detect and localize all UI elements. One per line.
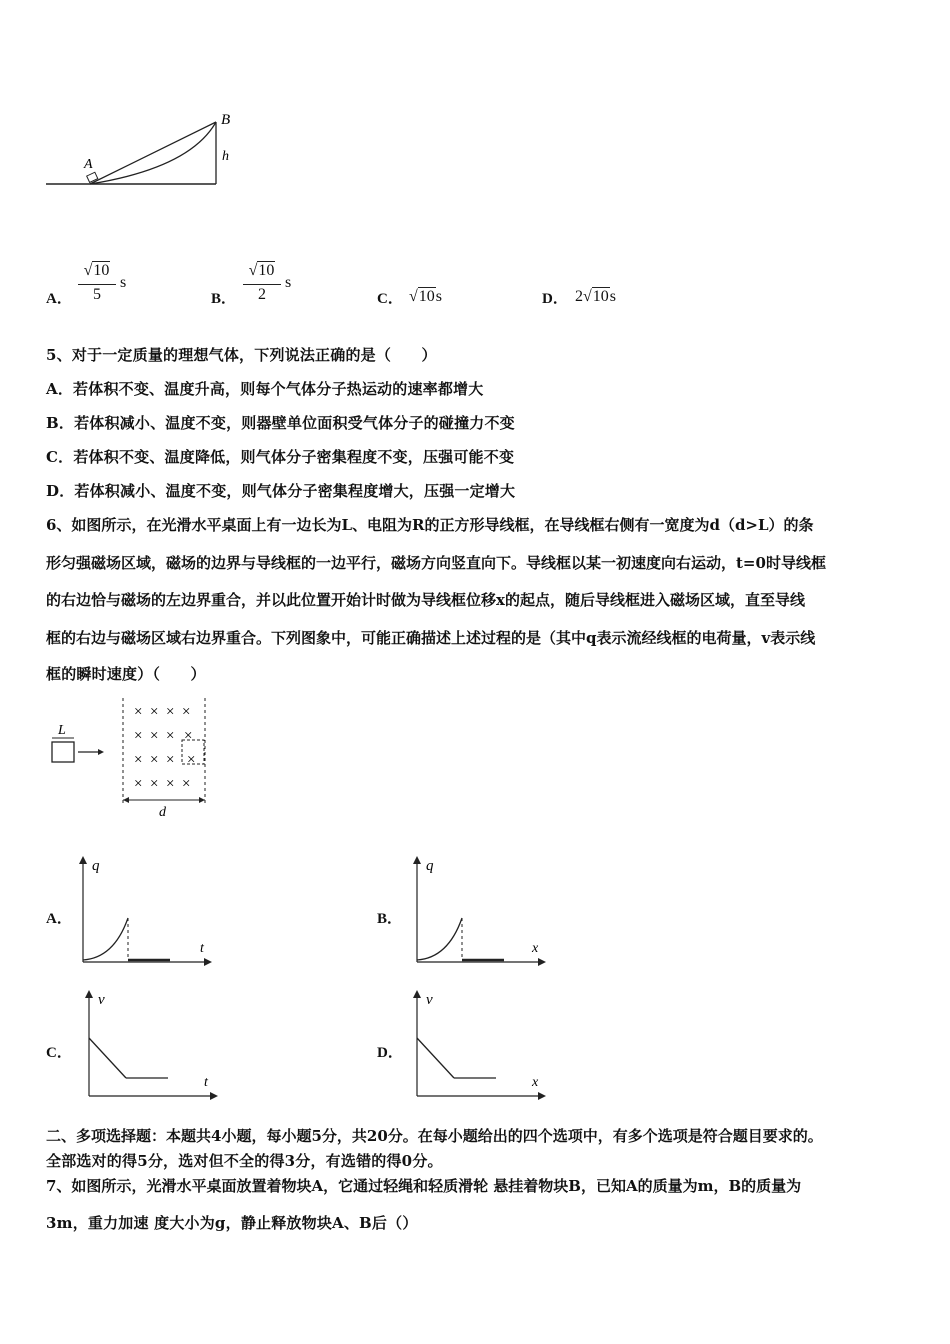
graph-c-decline: [89, 1038, 126, 1078]
q5-option-c: C．若体积不变、温度降低，则气体分子密集程度不变，压强可能不变: [46, 448, 515, 466]
q7-line-2: 3m，重力加速 度大小为g，静止释放物块A、B后（）: [46, 1214, 418, 1232]
q6-option-b-label: B．: [377, 911, 403, 927]
q6-field-figure: [44, 692, 224, 822]
q4-option-a-label: A．: [46, 291, 72, 307]
graph-d-x-axis: x: [532, 1075, 539, 1090]
q6-graph-a: [74, 852, 214, 970]
q4-option-b-value: √10 2 s: [243, 262, 303, 312]
svg-text:×: ×: [182, 776, 191, 792]
q6-line-3: 的右边恰与磁场的左边界重合，并以此位置开始计时做为导线框位移x的起点，随后导线框进入磁场区域，直至导线: [46, 591, 805, 609]
section2-line-1: 二、多项选择题：本题共4小题，每小题5分，共20分。在每小题给出的四个选项中，有多个选项是符合题目要求的。: [46, 1127, 823, 1145]
svg-text:×: ×: [166, 728, 175, 744]
graph-b-curve: [417, 918, 462, 960]
svg-text:×: ×: [150, 728, 159, 744]
square-loop: [52, 742, 74, 762]
q6-line-5: 框的瞬时速度）（ ）: [46, 665, 206, 683]
graph-c-x-axis: t: [204, 1075, 208, 1090]
svg-text:×: ×: [150, 752, 159, 768]
velocity-arrow: [98, 749, 104, 755]
svg-text:×: ×: [184, 728, 193, 744]
svg-text:×: ×: [166, 752, 175, 768]
q5-option-a: A．若体积不变、温度升高，则每个气体分子热运动的速率都增大: [46, 380, 484, 398]
svg-text:×: ×: [150, 776, 159, 792]
label-h: h: [222, 149, 229, 164]
svg-text:×: ×: [134, 728, 143, 744]
q5-option-b: B．若体积减小、温度不变，则器壁单位面积受气体分子的碰撞力不变: [46, 414, 515, 432]
q4-option-d-label: D．: [542, 291, 568, 307]
q6-line-1: 6、如图所示，在光滑水平桌面上有一边长为L、电阻为R的正方形导线框，在导线框右侧有一宽度为d（d>L）的条: [46, 516, 814, 534]
q6-line-4: 框的右边与磁场区域右边界重合。下列图象中，可能正确描述上述过程的是（其中q表示流经线框的电荷量，v表示线: [46, 629, 816, 647]
q6-graph-d: [408, 986, 548, 1104]
incline-figure: [40, 108, 250, 194]
svg-text:×: ×: [182, 704, 191, 720]
label-a: A: [84, 157, 93, 172]
graph-b-x-axis: x: [532, 941, 539, 956]
q4-option-c-label: C．: [377, 291, 403, 307]
q7-line-1: 7、如图所示，光滑水平桌面放置着物块A，它通过轻绳和轻质滑轮 悬挂着物块B，已知A的质量为m，B的质量为: [46, 1177, 802, 1195]
q6-graph-c: [80, 986, 220, 1104]
svg-text:×: ×: [134, 704, 143, 720]
graph-d-decline: [417, 1038, 454, 1078]
field-marks: [134, 704, 195, 792]
svg-text:×: ×: [187, 752, 196, 768]
q6-option-d-label: D．: [377, 1045, 403, 1061]
graph-d-y-axis: v: [426, 992, 433, 1008]
svg-text:×: ×: [134, 752, 143, 768]
q6-line-2: 形匀强磁场区域，磁场的边界与导线框的一边平行，磁场方向竖直向下。导线框以某一初速度向右运动，t=0时导线框: [46, 554, 826, 572]
svg-text:×: ×: [166, 704, 175, 720]
q6-option-c-label: C．: [46, 1045, 72, 1061]
q4-option-a-value: √10 5 s: [78, 262, 138, 312]
label-b: B: [221, 112, 231, 128]
label-d: d: [159, 805, 166, 820]
svg-text:×: ×: [150, 704, 159, 720]
q5-stem: 5、对于一定质量的理想气体，下列说法正确的是（ ）: [46, 346, 437, 364]
q5-option-d: D．若体积减小、温度不变，则气体分子密集程度增大，压强一定增大: [46, 482, 516, 500]
q4-option-b-label: B．: [211, 291, 237, 307]
q4-option-d-value: 2√10s: [575, 288, 617, 305]
svg-text:×: ×: [134, 776, 143, 792]
q6-option-a-label: A．: [46, 911, 72, 927]
q4-option-c-value: √10s: [409, 288, 443, 305]
svg-text:×: ×: [166, 776, 175, 792]
graph-a-curve: [83, 918, 128, 960]
section2-line-2: 全部选对的得5分，选对但不全的得3分，有选错的得0分。: [46, 1152, 443, 1170]
incline-line: [90, 122, 216, 184]
label-l: L: [58, 723, 66, 738]
graph-a-y-axis: q: [92, 858, 100, 874]
graph-a-x-axis: t: [200, 941, 204, 956]
graph-b-y-axis: q: [426, 858, 434, 874]
q6-graph-b: [408, 852, 548, 970]
graph-c-y-axis: v: [98, 992, 105, 1008]
